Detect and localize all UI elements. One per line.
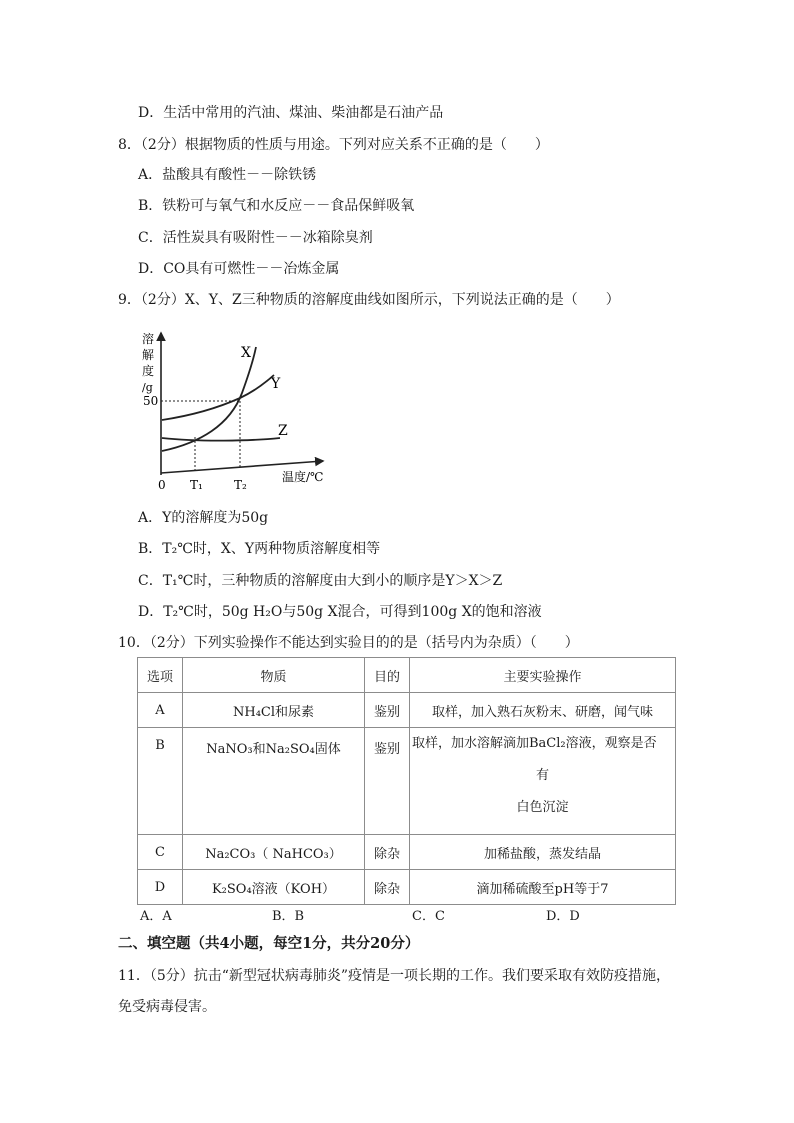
- q11-line-1: 11．（5分）抗击“新型冠状病毒肺炎”疫情是一项长期的工作。我们要采取有效防疫措施，: [118, 968, 671, 984]
- header-purpose: 目的: [365, 658, 410, 693]
- q10-answer-d: D．D: [546, 909, 580, 924]
- cell-substance: K₂SO₄溶液（KOH）: [183, 870, 365, 905]
- y-axis-label-char-2: 解: [142, 348, 155, 362]
- q8-option-a: A．盐酸具有酸性－－除铁锈: [138, 167, 317, 183]
- cell-option: A: [138, 693, 183, 728]
- curve-y: [162, 375, 274, 420]
- experiment-table: [137, 657, 676, 905]
- cell-purpose: 鉴别: [365, 728, 410, 835]
- q8-option-d: D．CO具有可燃性－－冶炼金属: [138, 261, 340, 277]
- cell-operation: 取样，加入熟石灰粉末、研磨，闻气味: [410, 693, 676, 728]
- q9-option-d: D．T₂℃时，50g H₂O与50g X混合，可得到100g X的饱和溶液: [138, 604, 542, 620]
- origin-label: 0: [158, 478, 166, 492]
- cell-substance: NH₄Cl和尿素: [183, 693, 365, 728]
- q8-option-c: C．活性炭具有吸附性－－冰箱除臭剂: [138, 230, 373, 246]
- header-operation: 主要实验操作: [410, 658, 676, 693]
- q9-stem: 9．（2分）X、Y、Z三种物质的溶解度曲线如图所示，下列说法正确的是（ ）: [118, 292, 620, 308]
- cell-option: C: [138, 835, 183, 870]
- cell-option: B: [138, 728, 183, 835]
- q9-option-b: B．T₂℃时，X、Y两种物质溶解度相等: [138, 541, 381, 557]
- operation-line: 有: [535, 768, 549, 783]
- y-tick-50: 50: [143, 394, 159, 408]
- q7-option-d: D．生活中常用的汽油、煤油、柴油都是石油产品: [138, 105, 444, 121]
- cell-purpose: 除杂: [365, 835, 410, 870]
- cell-purpose: 除杂: [365, 870, 410, 905]
- q10-answer-b: B．B: [272, 909, 305, 924]
- table-row: [138, 693, 676, 728]
- operation-line: 取样，加水溶解滴加BaCl₂溶液，观察是否: [412, 736, 657, 751]
- cell-substance: Na₂CO₃（ NaHCO₃）: [183, 835, 365, 870]
- q8-stem: 8．（2分）根据物质的性质与用途。下列对应关系不正确的是（ ）: [118, 137, 549, 153]
- curve-z: [162, 438, 280, 441]
- label-z: Z: [278, 423, 288, 439]
- q9-option-c: C．T₁℃时，三种物质的溶解度由大到小的顺序是Y＞X＞Z: [138, 573, 503, 589]
- x-axis-label: 温度/℃: [282, 470, 324, 484]
- cell-purpose: 鉴别: [365, 693, 410, 728]
- cell-operation: 加稀盐酸，蒸发结晶: [410, 835, 676, 870]
- solubility-curve-figure: [140, 325, 335, 495]
- section-2-heading: 二、填空题（共4小题，每空1分，共分20分）: [118, 935, 420, 952]
- x-tick-t2: T₂: [234, 478, 247, 492]
- cell-operation: 滴加稀硫酸至pH等于7: [410, 870, 676, 905]
- y-axis-label-char-1: 溶: [142, 332, 155, 346]
- q10-stem: 10．（2分）下列实验操作不能达到实验目的的是（括号内为杂质）（ ）: [118, 635, 579, 651]
- table-row: [138, 835, 676, 870]
- table-row: [138, 728, 676, 835]
- header-option: 选项: [138, 658, 183, 693]
- q10-answer-a: A．A: [140, 909, 172, 924]
- cell-substance: NaNO₃和Na₂SO₄固体: [183, 728, 365, 835]
- label-y: Y: [271, 376, 281, 392]
- q8-option-b: B．铁粉可与氧气和水反应－－食品保鲜吸氧: [138, 198, 415, 214]
- header-substance: 物质: [183, 658, 365, 693]
- curve-x: [162, 347, 256, 451]
- x-tick-t1: T₁: [190, 478, 203, 492]
- operation-line: 白色沉淀: [516, 800, 569, 815]
- y-axis-label-char-4: /g: [142, 381, 153, 394]
- cell-operation: [410, 728, 676, 835]
- table-header-row: [138, 658, 676, 693]
- table-row: [138, 870, 676, 905]
- q11-line-2: 免受病毒侵害。: [118, 999, 216, 1015]
- label-x: X: [241, 345, 251, 361]
- q9-option-a: A．Y的溶解度为50g: [138, 510, 269, 526]
- cell-option: D: [138, 870, 183, 905]
- q10-answer-c: C．C: [412, 909, 445, 924]
- y-axis-label-char-3: 度: [142, 364, 155, 378]
